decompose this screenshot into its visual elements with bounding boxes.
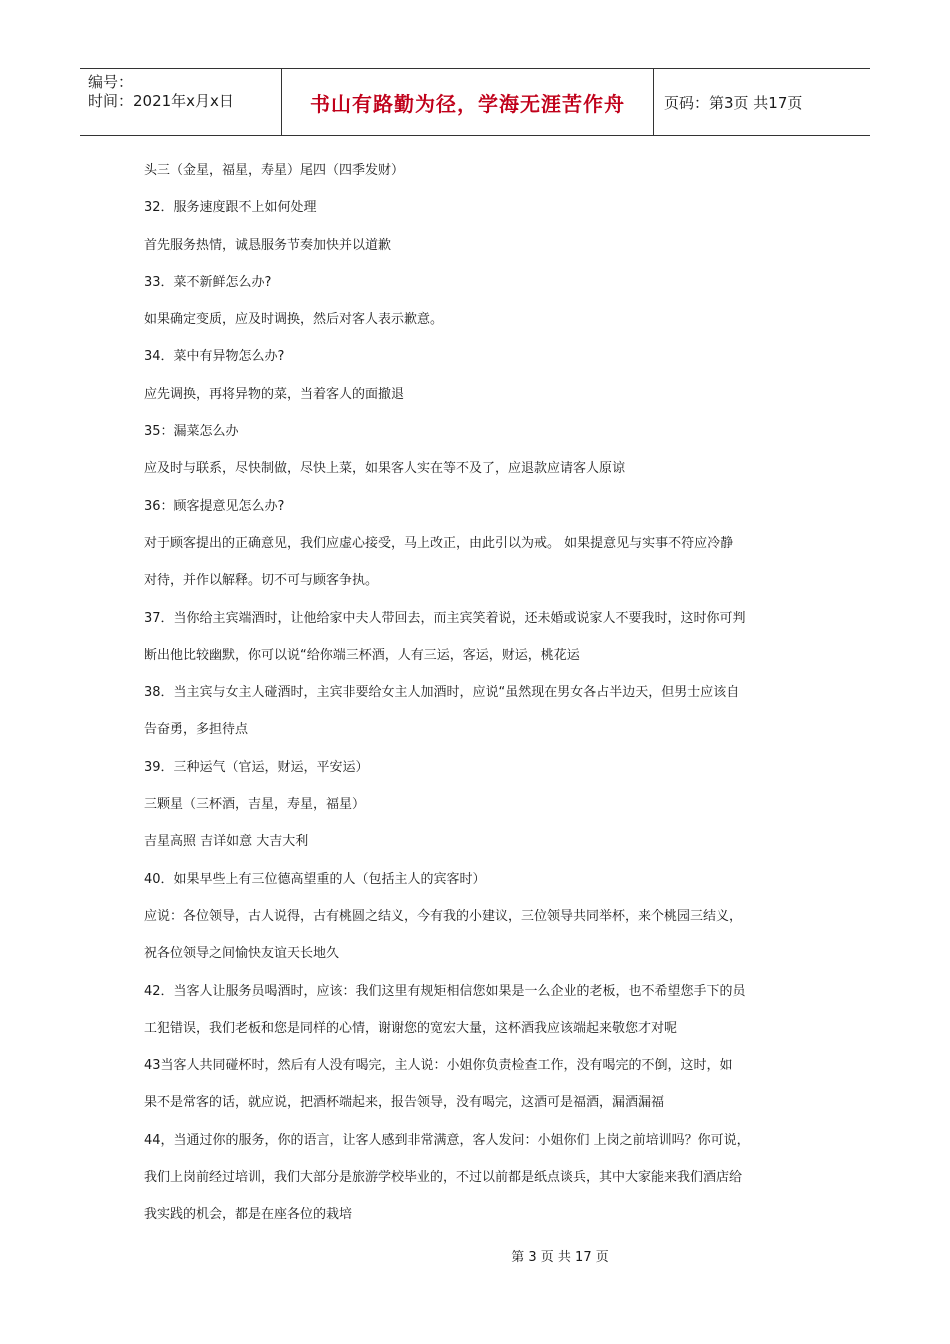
- page-header: [80, 68, 870, 136]
- body-line: 43当客人共同碰杯时，然后有人没有喝完，主人说：小姐你负责检查工作，没有喝完的不倒，这时，如: [144, 1058, 733, 1074]
- body-line: 33．菜不新鲜怎么办?: [144, 274, 272, 290]
- body-line: 我们上岗前经过培训，我们大部分是旅游学校毕业的，不过以前都是纸点谈兵，其中大家能来我们酒店给: [144, 1170, 743, 1186]
- document-number-label: 编号：: [88, 73, 134, 91]
- body-line: 40．如果早些上有三位德高望重的人（包括主人的宾客时）: [144, 871, 486, 887]
- body-line: 36：顾客提意见怎么办?: [144, 498, 285, 514]
- body-line: 32．服务速度跟不上如何处理: [144, 200, 317, 216]
- body-line: 祝各位领导之间愉快友谊天长地久: [144, 946, 340, 962]
- body-line: 应说：各位领导，古人说得，古有桃圆之结义，今有我的小建议，三位领导共同举杯，来个桃园三结义，: [144, 908, 743, 924]
- body-line: 我实践的机会，都是在座各位的栽培: [144, 1207, 353, 1223]
- document-date: 时间：2021年x月x日: [88, 92, 234, 110]
- body-line: 应及时与联系，尽快制做，尽快上菜，如果客人实在等不及了，应退款应请客人原谅: [144, 461, 626, 477]
- body-line: 44，当通过你的服务，你的语言，让客人感到非常满意，客人发问：小姐你们 上岗之前培训吗？你可说，: [144, 1132, 750, 1148]
- body-line: 38．当主宾与女主人碰酒时，主宾非要给女主人加酒时，应说“虽然现在男女各占半边天，但男士应该自: [144, 685, 740, 701]
- body-line: 对待，并作以解释。切不可与顾客争执。: [144, 573, 379, 589]
- body-line: 断出他比较幽默，你可以说“给你端三杯酒，人有三运，客运，财运，桃花运: [144, 647, 580, 663]
- document-body: [144, 152, 812, 1234]
- header-motto: 书山有路勤为径，学海无涯苦作舟: [310, 91, 625, 116]
- body-line: 如果确定变质，应及时调换，然后对客人表示歉意。: [144, 312, 444, 328]
- page-footer: 第 3 页 共 17 页: [511, 1250, 609, 1265]
- body-line: 头三（金星，福星，寿星）尾四（四季发财）: [144, 163, 405, 178]
- body-line: 应先调换，再将异物的菜，当着客人的面撤退: [144, 386, 405, 402]
- body-line: 吉星高照 吉详如意 大吉大利: [144, 834, 309, 850]
- body-line: 告奋勇，多担待点: [144, 722, 249, 738]
- body-line: 39．三种运气（官运，财运，平安运）: [144, 759, 369, 775]
- body-line: 对于顾客提出的正确意见，我们应虚心接受，马上改正，由此引以为戒。 如果提意见与实事不符应冷静: [144, 535, 734, 551]
- body-line: 35：漏菜怎么办: [144, 424, 239, 440]
- body-line: 37．当你给主宾端酒时，让他给家中夫人带回去，而主宾笑着说，还未婚或说家人不要我时，这时你可判: [144, 610, 746, 626]
- header-meta: [80, 69, 282, 135]
- body-line: 首先服务热情，诚恳服务节奏加快并以道歉: [144, 237, 392, 253]
- header-page-info: 页码：第3页 共17页: [664, 93, 803, 112]
- header-motto-cell: [282, 69, 654, 135]
- body-line: 42．当客人让服务员喝酒时，应该：我们这里有规矩相信您如果是一么企业的老板，也不希望您手下的员: [144, 983, 746, 999]
- body-line: 果不是常客的话，就应说，把酒杯端起来，报告领导，没有喝完，这酒可是福酒，漏酒漏福: [144, 1095, 665, 1111]
- body-line: 34．菜中有异物怎么办?: [144, 349, 285, 365]
- body-line: 三颗星（三杯酒，吉星，寿星，福星）: [144, 797, 366, 813]
- body-line: 工犯错误，我们老板和您是同样的心情，谢谢您的宽宏大量，这杯酒我应该端起来敬您才对呢: [144, 1020, 678, 1036]
